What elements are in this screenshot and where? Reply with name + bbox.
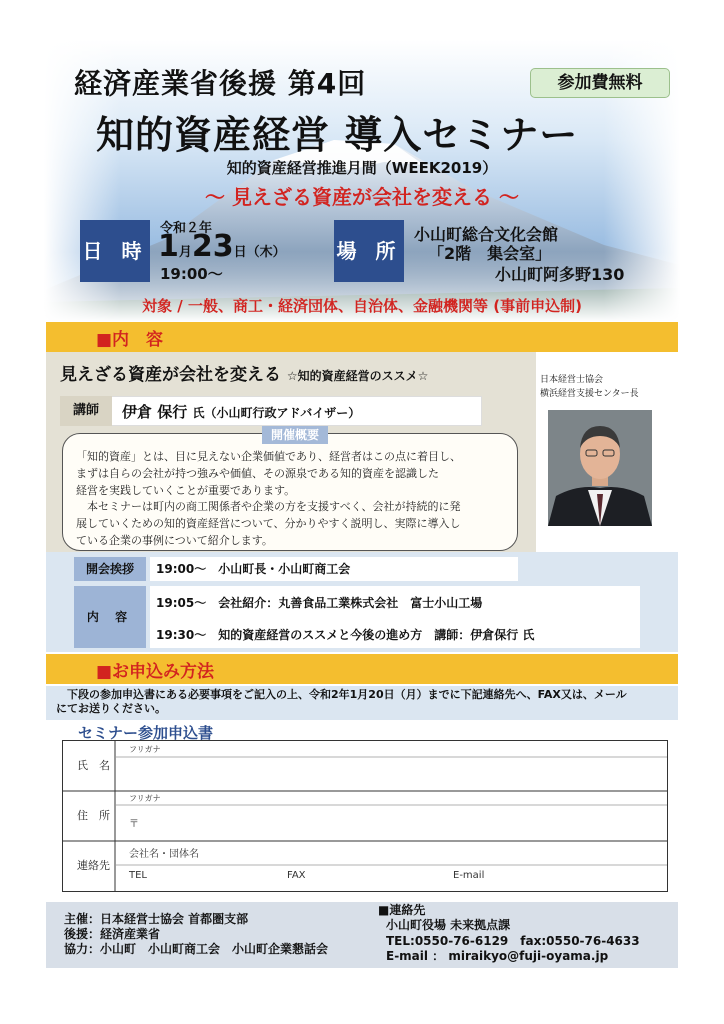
apply-line: にてお送りください。 — [56, 702, 166, 715]
program-item-1: 19:05～ 会社紹介：丸善食品工業株式会社 富士小山工場 — [156, 596, 483, 610]
sub-title: 知的資産経営推進月間（WEEK2019） — [226, 159, 498, 177]
content-heading: ■内 容 — [96, 330, 164, 350]
contact-label: 連絡先 — [77, 859, 110, 872]
contact-heading: ■連絡先 — [378, 903, 426, 917]
place-label: 場 所 — [334, 220, 404, 282]
overview-line: 「知的資産」とは、目に見えない企業価値であり、経営者はこの点に着目し、 — [76, 450, 461, 463]
place-name: 小山町総合文化会館 — [414, 225, 559, 244]
tagline: ～ 見えざる資産が会社を変える ～ — [205, 185, 519, 209]
date-month-unit: 月 — [178, 245, 192, 260]
org-line-2: 横浜経営支援センター長 — [540, 389, 639, 399]
program-item-2: 19:30～ 知的資産経営のススメと今後の進め方 講師：伊倉保行 氏 — [156, 628, 535, 642]
contact-phone: TEL:0550-76-6129 fax:0550-76-4633 — [386, 933, 640, 948]
event-time: 19:00～ — [160, 265, 223, 283]
application-form — [62, 740, 668, 892]
lecture-title — [60, 360, 428, 385]
date-month: 1 — [158, 229, 179, 264]
free-badge: 参加費無料 — [530, 68, 670, 98]
apply-section-bar — [46, 654, 678, 684]
portrait-icon — [548, 410, 652, 526]
overview-tag: 開催概要 — [262, 426, 328, 444]
overview-line: まずは自らの会社が持つ強みや価値、その源泉である知的資産を認識した — [76, 466, 439, 480]
contact-office: 小山町役場 未来拠点課 — [386, 918, 511, 933]
furigana-name: フリガナ — [129, 745, 161, 754]
content-section-bar — [46, 322, 678, 352]
apply-line: 下段の参加申込書にある必要事項をご記入の上、令和2年1月20日（月）までに下記連絡先へ、FAX又は、メール — [56, 688, 627, 701]
fax-field[interactable] — [313, 867, 443, 889]
contact-info — [378, 903, 640, 965]
support-line: 経済産業省後援 第4回 — [74, 67, 367, 100]
form-title: セミナー参加申込書 — [78, 724, 214, 742]
era-text: 令和２年 — [160, 221, 213, 236]
target-audience: 対象 / 一般、商工・経済団体、自治体、金融機関等 (事前申込制) — [142, 297, 582, 315]
overview-line: 経営を実践していくことが重要であります。 — [76, 483, 296, 497]
postal-mark: 〒 — [129, 819, 139, 830]
program-content-label: 内 容 — [74, 586, 146, 648]
name-field[interactable] — [117, 759, 665, 789]
place-address: 小山町阿多野130 — [495, 265, 625, 284]
overview-text — [76, 449, 508, 550]
org-line-1: 日本経営士協会 — [540, 375, 604, 385]
contact-email[interactable]: E-mail ： miraikyo@fuji-oyama.jp — [386, 949, 609, 964]
host-text: 主催：日本経営士協会 首都圏支部 — [64, 912, 249, 926]
furigana-address: フリガナ — [129, 794, 161, 803]
apply-heading: ■お申込み方法 — [96, 662, 215, 682]
instructor-photo — [548, 410, 652, 526]
cooperation-text: 協力：小山町 小山町商工会 小山町企業懇話会 — [64, 942, 329, 956]
overview-line: 展していくための知的資産経営について、分かりやすく説明し、実際に導入し — [76, 517, 461, 531]
email-field[interactable] — [495, 867, 665, 889]
instructor-suffix: 氏（小山町行政アドバイザー） — [192, 406, 361, 420]
name-label: 氏 名 — [77, 759, 110, 772]
email-field-label: E-mail — [453, 870, 485, 881]
opening-label: 開会挨拶 — [74, 557, 146, 581]
date-day: 23 — [191, 229, 234, 264]
instructor — [122, 401, 360, 422]
company-field-label: 会社名・団体名 — [129, 849, 199, 860]
address-field[interactable] — [143, 807, 665, 839]
address-label: 住 所 — [77, 809, 110, 822]
lecture-title-note: ☆知的資産経営のススメ☆ — [286, 369, 429, 383]
tel-field-label: TEL — [129, 870, 147, 881]
overview-line: ている企業の事例について紹介します。 — [76, 533, 273, 547]
date-day-unit: 日（木） — [233, 245, 286, 260]
opening-text: 19:00～ 小山町長・小山町商工会 — [156, 562, 351, 576]
footer-organizers — [64, 912, 328, 957]
apply-text — [56, 688, 670, 716]
instructor-label: 講師 — [60, 396, 112, 426]
instructor-name: 伊倉 保行 — [122, 403, 188, 421]
overview-line: 本セミナーは町内の商工関係者や企業の方を支援すべく、会社が持続的に発 — [76, 500, 461, 514]
tel-field[interactable] — [151, 867, 281, 889]
support-text: 後援：経済産業省 — [64, 927, 161, 941]
main-title: 知的資産経営 導入セミナー — [96, 113, 579, 157]
event-date — [158, 229, 286, 264]
company-field[interactable] — [213, 843, 665, 863]
lecture-title-main: 見えざる資産が会社を変える — [60, 365, 281, 385]
fax-field-label: FAX — [287, 870, 306, 881]
place-room: 「2階 集会室」 — [428, 244, 552, 263]
date-label: 日 時 — [80, 220, 150, 282]
